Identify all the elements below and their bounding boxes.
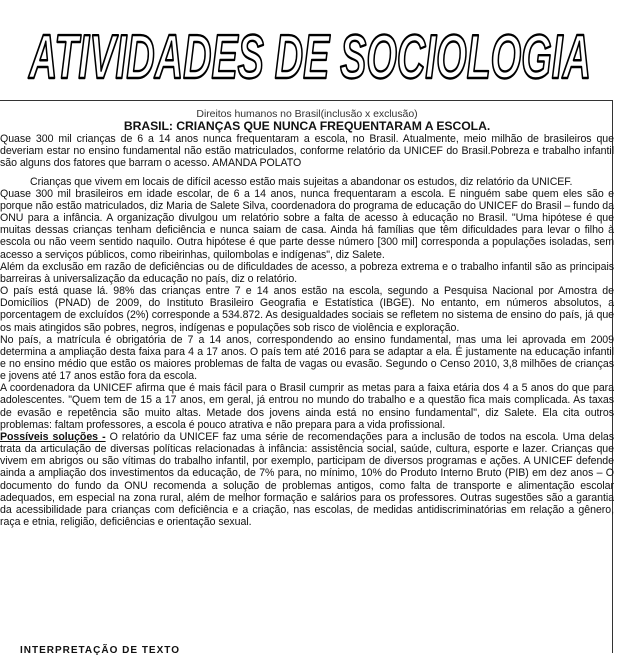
banner-title: ATIVIDADES DE SOCIOLOGIA xyxy=(27,23,592,92)
paragraph-5: No país, a matrícula é obrigatória de 7 a 14 anos, correspondendo ao ensino fundamental, mas uma lei aprovada em 2009 determina a ampliação desta faixa para 4 a 17 anos. O país tem até 2016 para se adaptar a ela. É justamente na educação infantil e no ensino médio que estão os maiores problemas de falta de vagas ou evasão. Segundo o Censo 2010, 3,8 milhões de crianças e jovens até 17 anos estão fora da escola. xyxy=(0,333,614,383)
footer-heading: INTERPRETAÇÃO DE TEXTO xyxy=(20,645,180,656)
solutions-heading: Possíveis soluções - xyxy=(0,430,106,443)
solutions-paragraph xyxy=(0,431,614,528)
paragraph-3: Além da exclusão em razão de deficiências ou de dificuldades de acesso, a pobreza extrema e o trabalho infantil são as principais barreiras à universalização da educação no país, diz o relatório. xyxy=(0,260,614,285)
paragraph-2: Quase 300 mil brasileiros em idade escolar, de 6 a 14 anos, nunca frequentaram a escola. E ninguém sabe quem eles são e porque não estão matriculados, diz Maria de Salete Silva, coordenadora do programa de educação do UNICEF do Brasil – fundo da ONU para a infância. A organização divulgou um relatório sobre a falta de acesso à educação no Brasil. "Uma hipótese é que muitas dessas crianças tenham deficiência e nunca saiam de casa. Ainda há famílias que têm dificuldades para levar o filho à escola ou não veem sentido naquilo. Outra hipótese é que parte desse número [300 mil] corresponda a populações isoladas, sem acesso a serviços públicos, como ribeirinhas, quilombolas e indígenas", diz Salete. xyxy=(0,187,614,261)
solutions-text: O relatório da UNICEF faz uma série de recomendações para a inclusão de todos na escola. Uma delas trata da articulação de diversas políticas relacionadas à infância: assistência social, saúde, cultura, esporte e lazer. Crianças que vivem em abrigos ou são vítimas do trabalho infantil, por exemplo, participam de diversos programas e ações. A UNICEF defende ainda a ampliação dos investimentos da educação, de 7% para, no mínimo, 10% do Produto Interno Bruto (PIB) em dez anos – O documento do fundo da ONU recomenda a solução de problemas antigos, como falta de transporte e alimentação escolar adequados, em especial na zona rural, além de melhor formação e salários para os professores. Outras sugestões são a garantia da acessibilidade para crianças com deficiência e a criação, nas escolas, de medidas antidiscriminatórias em relação a gênero, raça e etnia, religião, deficiências e orientação sexual. xyxy=(0,430,614,528)
article-subtitle: Direitos humanos no Brasil(inclusão x exclusão) xyxy=(196,108,418,120)
paragraph-1: Crianças que vivem em locais de difícil acesso estão mais sujeitas a abandonar os estudos, diz relatório da UNICEF. xyxy=(30,175,573,188)
article-body xyxy=(0,108,614,528)
paragraph-4: O país está quase lá. 98% das crianças entre 7 e 14 anos estão na escola, segundo a Pesquisa Nacional por Amostra de Domicílios (PNAD) de 2009, do Instituto Brasileiro Geografia e Estatística (IBGE). No entanto, em números absolutos, a porcentagem de excluídos (2%) corresponde a 534.872. As desigualdades sociais se refletem no sistema de ensino do país, já que os mais atingidos são pobres, negros, indígenas e populações sob risco de violência e exploração. xyxy=(0,285,614,334)
banner xyxy=(0,0,621,95)
intro-paragraph: Quase 300 mil crianças de 6 a 14 anos nunca frequentaram a escola, no Brasil. Atualmente, meio milhão de brasileiros que deveriam estar no ensino fundamental não estão matriculados, conforme relatório da UNICEF do Brasil.Pobreza e trabalho infantil são alguns dos fatores que barram o acesso. AMANDA POLATO xyxy=(0,133,614,170)
article-title: BRASIL: CRIANÇAS QUE NUNCA FREQUENTARAM A ESCOLA. xyxy=(123,119,491,134)
paragraph-6: A coordenadora da UNICEF afirma que é mais fácil para o Brasil cumprir as metas para a faixa etária dos 4 a 5 anos do que para adolescentes. "Quem tem de 15 a 17 anos, em geral, já entrou no mundo do trabalho e a questão fica mais complicada. As taxas de evasão e repetência são muito altas. Metade dos jovens ainda está no ensino fundamental", diz Salete. Ela cita outros problemas: faltam professores, a escola é pouco atrativa e não prepara para a vida profissional. xyxy=(0,382,614,431)
